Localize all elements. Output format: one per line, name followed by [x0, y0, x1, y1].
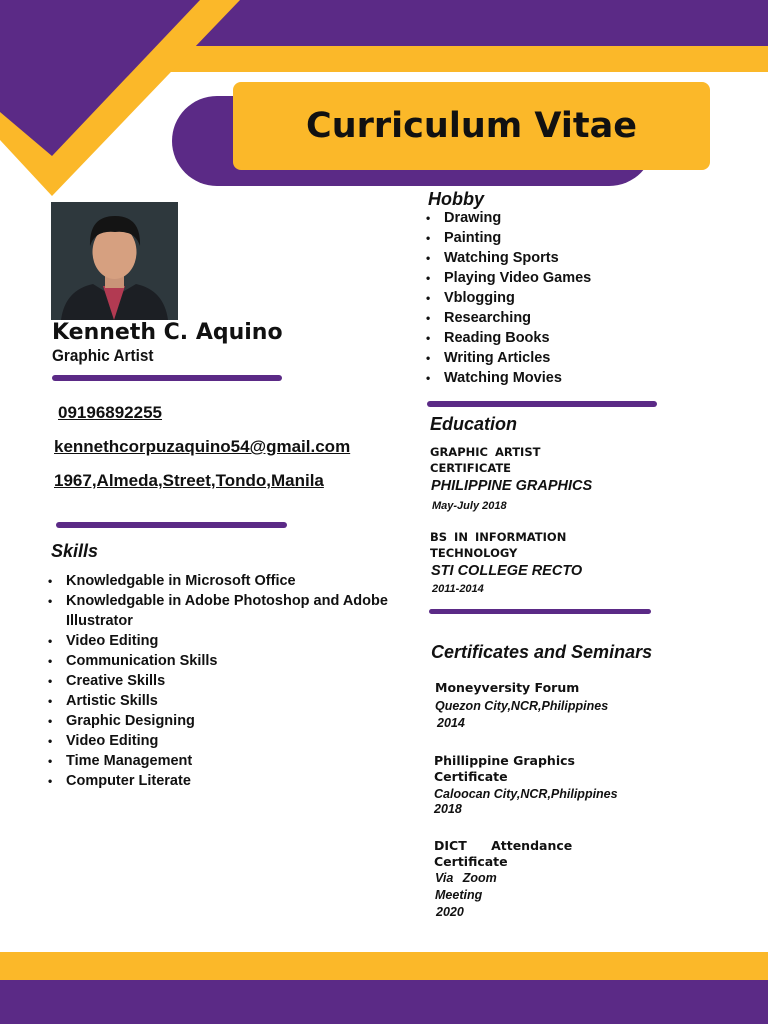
skill-item: • Knowledgable in Microsoft Office: [48, 571, 418, 591]
hobby-list: [426, 208, 746, 388]
education-school: STI COLLEGE RECTO: [431, 563, 583, 579]
education-school: PHILIPPINE GRAPHICS: [431, 478, 593, 494]
skill-item: • Creative Skills: [48, 671, 418, 691]
skill-item: • Computer Literate: [48, 771, 418, 791]
certificate-year: 2018: [434, 802, 462, 816]
education-title: BS IN INFORMATION TECHNOLOGY: [430, 530, 567, 560]
hobby-item: • Vblogging: [426, 288, 746, 308]
footer-yellow-band: [0, 952, 768, 980]
hobby-item: • Painting: [426, 228, 746, 248]
divider: [52, 375, 282, 381]
skill-item: • Video Editing: [48, 631, 418, 651]
phone-number[interactable]: 09196892255: [58, 403, 163, 422]
hobby-item: • Watching Sports: [426, 248, 746, 268]
certificate-title: Phillippine Graphics Certificate: [434, 753, 575, 784]
divider: [56, 522, 287, 528]
skill-item: • Knowledgable in Adobe Photoshop and Adobe Illustrator: [48, 591, 418, 631]
page-title: Curriculum Vitae: [306, 106, 637, 146]
hobby-item: • Drawing: [426, 208, 746, 228]
education-date: May-July 2018: [432, 500, 507, 512]
divider: [427, 401, 657, 407]
skills-list: [48, 571, 418, 791]
education-title: GRAPHIC ARTIST CERTIFICATE: [430, 445, 541, 475]
address: 1967,Almeda,Street,Tondo,Manila: [54, 471, 324, 490]
skill-item: • Time Management: [48, 751, 418, 771]
skill-item: • Artistic Skills: [48, 691, 418, 711]
skills-heading: Skills: [51, 541, 99, 561]
email-link[interactable]: kennethcorpuzaquino54@gmail.com: [54, 437, 351, 456]
hobby-item: • Reading Books: [426, 328, 746, 348]
profile-name: Kenneth C. Aquino: [52, 320, 283, 345]
certificate-place: Via Zoom Meeting: [435, 871, 497, 902]
certificate-title: Moneyversity Forum: [435, 680, 580, 695]
skill-item: • Graphic Designing: [48, 711, 418, 731]
title-banner: [233, 82, 710, 170]
certificates-heading: Certificates and Seminars: [431, 642, 653, 662]
certificate-title: DICT Attendance Certificate: [434, 838, 573, 869]
hobby-item: • Researching: [426, 308, 746, 328]
certificate-place: Caloocan City,NCR,Philippines: [434, 787, 618, 801]
hobby-heading: Hobby: [428, 189, 484, 209]
profile-role: Graphic Artist: [52, 346, 154, 365]
profile-photo: [51, 202, 178, 320]
divider: [429, 609, 651, 614]
certificate-year: 2014: [437, 716, 465, 730]
education-heading: Education: [430, 414, 518, 434]
hobby-item: • Writing Articles: [426, 348, 746, 368]
certificate-place: Quezon City,NCR,Philippines: [435, 699, 609, 713]
hobby-item: • Watching Movies: [426, 368, 746, 388]
certificate-year: 2020: [436, 905, 464, 919]
skill-item: • Communication Skills: [48, 651, 418, 671]
skill-item: • Video Editing: [48, 731, 418, 751]
footer-purple-band: [0, 980, 768, 1024]
education-date: 2011-2014: [432, 583, 484, 595]
hobby-item: • Playing Video Games: [426, 268, 746, 288]
